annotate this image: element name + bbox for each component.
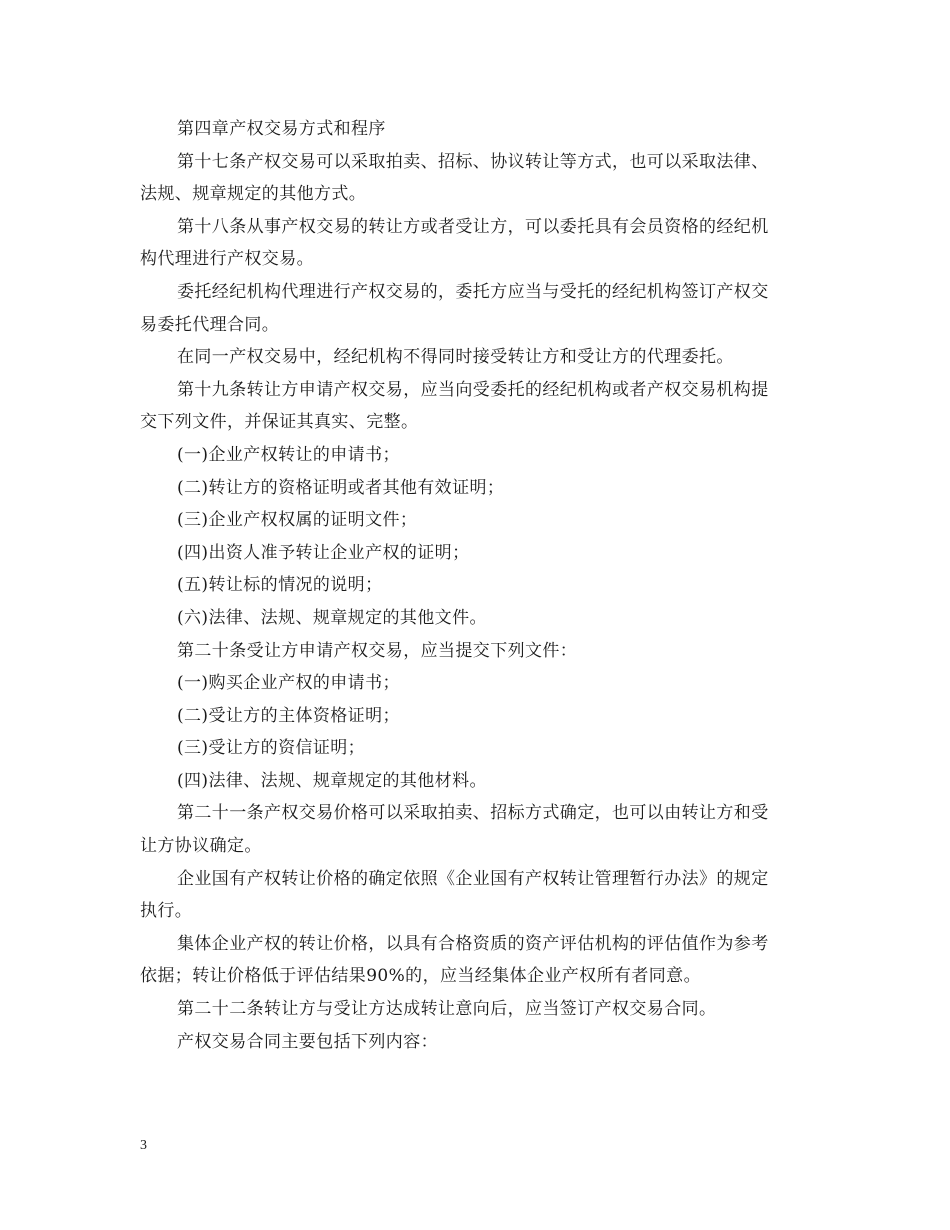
text-line: 在同一产权交易中，经纪机构不得同时接受转让方和受让方的代理委托。 — [177, 347, 734, 368]
text-line: (四)出资人准予转让企业产权的证明； — [177, 542, 470, 563]
text-line: 产权交易合同主要包括下列内容： — [177, 1031, 438, 1052]
text-line: (五)转让标的情况的说明； — [177, 575, 383, 596]
text-line: 易委托代理合同。 — [140, 314, 280, 335]
text-line: 执行。 — [140, 901, 193, 922]
text-line: 法规、规章规定的其他方式。 — [140, 184, 367, 205]
text-line: (二)转让方的资格证明或者其他有效证明； — [177, 477, 505, 498]
text-line: 企业国有产权转让价格的确定依照《企业国有产权转让管理暂行办法》的规定 — [177, 868, 769, 889]
text-line: 委托经纪机构代理进行产权交易的，委托方应当与受托的经纪机构签订产权交 — [177, 281, 769, 302]
text-line: 第十七条产权交易可以采取拍卖、招标、协议转让等方式，也可以采取法律、 — [177, 151, 769, 172]
text-line: (六)法律、法规、规章规定的其他文件。 — [177, 607, 487, 628]
text-line: (四)法律、法规、规章规定的其他材料。 — [177, 770, 487, 791]
text-line: (一)企业产权转让的申请书； — [177, 444, 400, 465]
text-line: 交下列文件，并保证其真实、完整。 — [140, 412, 419, 433]
text-line: (三)受让方的资信证明； — [177, 738, 366, 759]
page-number: 3 — [140, 1138, 147, 1153]
text-line: 第四章产权交易方式和程序 — [177, 119, 386, 139]
text-line: (三)企业产权权属的证明文件； — [177, 510, 418, 531]
document-body — [140, 113, 815, 1058]
text-line: 构代理进行产权交易。 — [140, 249, 314, 270]
text-line: (一)购买企业产权的申请书； — [177, 673, 400, 694]
text-line: 第二十二条转让方与受让方达成转让意向后，应当签订产权交易合同。 — [177, 999, 717, 1020]
text-line: 依据；转让价格低于评估结果90%的，应当经集体企业产权所有者同意。 — [140, 966, 701, 987]
text-line: (二)受让方的主体资格证明； — [177, 705, 400, 726]
text-line: 集体企业产权的转让价格，以具有合格资质的资产评估机构的评估值作为参考 — [177, 933, 769, 954]
text-line: 第十九条转让方申请产权交易，应当向受委托的经纪机构或者产权交易机构提 — [177, 379, 769, 400]
text-line: 第二十一条产权交易价格可以采取拍卖、招标方式确定，也可以由转让方和受 — [177, 803, 769, 824]
text-line: 第二十条受让方申请产权交易，应当提交下列文件： — [177, 640, 578, 661]
text-line: 让方协议确定。 — [140, 836, 262, 857]
text-line: 第十八条从事产权交易的转让方或者受让方，可以委托具有会员资格的经纪机 — [177, 216, 769, 237]
